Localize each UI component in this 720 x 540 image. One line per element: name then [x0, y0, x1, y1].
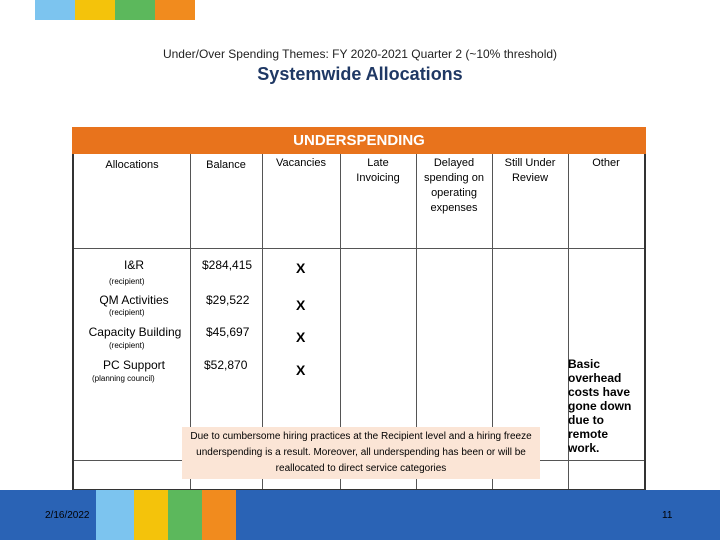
row-allocation-sub: (planning council)	[92, 374, 155, 383]
col-header-late-invoicing: Late Invoicing	[356, 157, 400, 184]
footer-strip-blue	[96, 490, 134, 540]
row-vacancy-mark: X	[296, 362, 306, 378]
row-vacancy-mark: X	[296, 329, 306, 345]
col-header-other: Other	[592, 157, 620, 169]
slide-title: Systemwide Allocations	[257, 64, 463, 84]
col-header-allocations: Allocations	[105, 159, 159, 171]
row-allocation-sub: (recipient)	[109, 308, 145, 317]
page-number: 11	[662, 510, 673, 521]
row-allocation-sub: (recipient)	[109, 341, 145, 350]
col-header-still-under-review: Still Under Review	[504, 157, 556, 184]
row-vacancy-mark: X	[296, 297, 306, 313]
row-allocation-name: QM Activities	[99, 293, 169, 307]
other-note: Basic overhead costs have gone down due to remote work.	[568, 357, 632, 455]
footer-strip-yellow	[134, 490, 168, 540]
footer-strip-green	[168, 490, 202, 540]
row-balance: $29,522	[206, 293, 250, 307]
col-header-balance: Balance	[206, 159, 246, 171]
footer-strip-orange	[202, 490, 236, 540]
col-header-delayed-spending: Delayed spending on operating expenses	[424, 157, 484, 214]
row-allocation-name: I&R	[123, 258, 144, 272]
slide-subtitle: Under/Over Spending Themes: FY 2020-2021 Quarter 2 (~10% threshold)	[162, 47, 558, 61]
col-header-vacancies: Vacancies	[276, 157, 326, 169]
top-color-bar	[35, 0, 195, 20]
top-bar-blue	[35, 0, 75, 20]
row-vacancy-mark: X	[296, 260, 306, 276]
row-balance: $52,870	[204, 358, 248, 372]
top-bar-orange	[155, 0, 195, 20]
row-divider	[74, 248, 644, 249]
row-balance: $45,697	[206, 325, 250, 339]
underspending-note: Due to cumbersome hiring practices at the Recipient level and a hiring freeze underspending is a result. Moreover, all underspending has been or will be reallocated to direct service categories	[182, 427, 540, 479]
row-allocation-sub: (recipient)	[109, 277, 145, 286]
table-heading: UNDERSPENDING	[72, 127, 646, 154]
top-bar-yellow	[75, 0, 115, 20]
row-allocation-name: PC Support	[102, 358, 166, 372]
footer-date: 2/16/2022	[45, 510, 90, 521]
row-allocation-name: Capacity Building	[88, 325, 182, 339]
top-bar-green	[115, 0, 155, 20]
row-balance: $284,415	[202, 258, 253, 272]
